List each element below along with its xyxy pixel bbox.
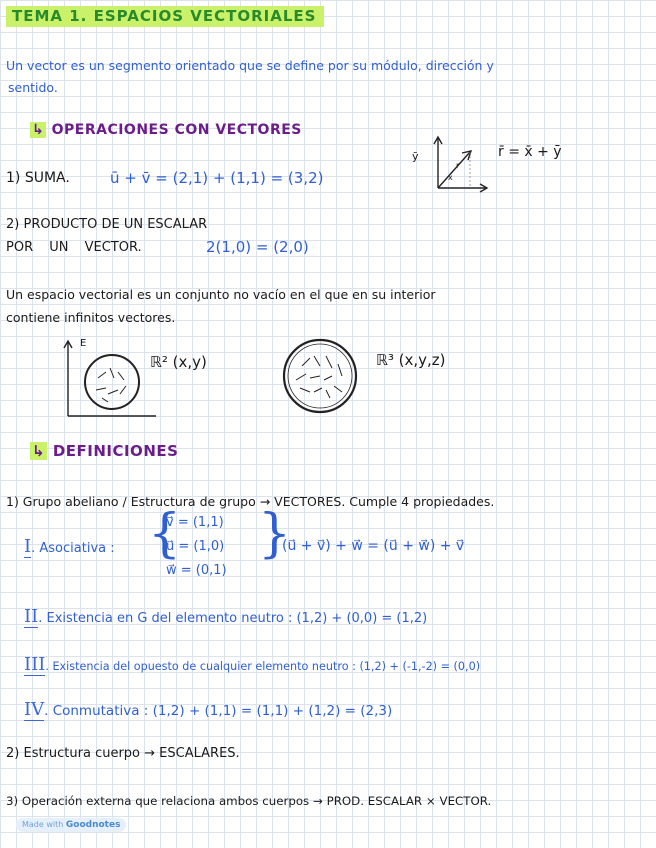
producto-formula: 2(1,0) = (2,0): [206, 238, 309, 256]
neutro-text: . Existencia en G del elemento neutro : (1,2) + (0,0) = (1,2): [38, 611, 428, 626]
section-heading-definiciones: [30, 442, 178, 460]
right-brace: }: [258, 504, 292, 564]
section-heading-text: DEFINICIONES: [52, 442, 179, 460]
arrow-icon: ↳: [32, 442, 46, 460]
roman-numeral-iv: IV: [24, 699, 45, 720]
section-heading-operaciones: [30, 122, 302, 138]
suma-label: 1) SUMA.: [6, 170, 70, 186]
goodnotes-badge: [16, 818, 126, 832]
intro-line-2: sentido.: [8, 80, 58, 95]
roman-numeral-ii: II: [24, 606, 39, 627]
vec-w: w⃗ = (0,1): [166, 563, 227, 578]
opuesto-text: . Existencia del opuesto de cualquier elemento neutro : (1,2) + (-1,-2) = (0,0): [45, 660, 481, 673]
svg-text:r: r: [456, 161, 460, 170]
externa-line: 3) Operación externa que relaciona ambos cuerpos → PROD. ESCALAR × VECTOR.: [6, 794, 492, 808]
producto-line-2: POR UN VECTOR.: [6, 240, 142, 255]
cuerpo-line: 2) Estructura cuerpo → ESCALARES.: [6, 746, 240, 761]
section-heading-text: OPERACIONES CON VECTORES: [51, 122, 302, 138]
svg-text:x: x: [448, 173, 453, 182]
asociativa-row: [24, 536, 115, 557]
espacio-line-2: contiene infinitos vectores.: [6, 310, 176, 325]
r2-label: ℝ² (x,y): [150, 353, 207, 371]
opuesto-row: [24, 654, 480, 675]
axis-label-e: E: [80, 338, 87, 349]
page-title: TEMA 1. ESPACIOS VECTORIALES: [6, 6, 324, 27]
asociativa-formula: (u⃗ + v⃗) + w⃗ = (u⃗ + w⃗) + v⃗: [282, 538, 465, 554]
vec-u: u⃗ = (1,0): [166, 539, 225, 554]
r3-space-diagram: [280, 336, 360, 416]
neutro-row: [24, 606, 427, 627]
left-brace: {: [148, 504, 182, 564]
r3-label: ℝ³ (x,y,z): [376, 351, 446, 369]
espacio-line-1: Un espacio vectorial es un conjunto no vacío en el que en su interior: [6, 287, 436, 302]
intro-line-1: Un vector es un segmento orientado que se define por su módulo, dirección y: [6, 58, 494, 73]
badge-brand: Goodnotes: [65, 820, 121, 830]
vector-sum-diagram: [430, 130, 500, 196]
r2-space-diagram: [60, 338, 160, 420]
badge-prefix: Made with: [22, 820, 64, 829]
producto-line-1: 2) PRODUCTO DE UN ESCALAR: [6, 217, 208, 232]
vec-v: v⃗ = (1,1): [166, 515, 224, 530]
conmutativa-text: . Conmutativa : (1,2) + (1,1) = (1,1) + (1,2) = (2,3): [44, 703, 393, 719]
arrow-icon: ↳: [32, 122, 45, 138]
conmutativa-row: [24, 699, 392, 720]
roman-numeral-i: I: [24, 536, 32, 557]
grupo-line: 1) Grupo abeliano / Estructura de grupo → VECTORES. Cumple 4 propiedades.: [6, 494, 495, 509]
roman-numeral-iii: III: [24, 654, 46, 675]
suma-formula: ū + v̄ = (2,1) + (1,1) = (3,2): [110, 169, 324, 187]
diagram-left-label: ȳ: [412, 150, 419, 163]
diagram-r-label: r̄ = x̄ + ȳ: [498, 144, 562, 160]
asociativa-label: . Asociativa :: [31, 541, 115, 556]
